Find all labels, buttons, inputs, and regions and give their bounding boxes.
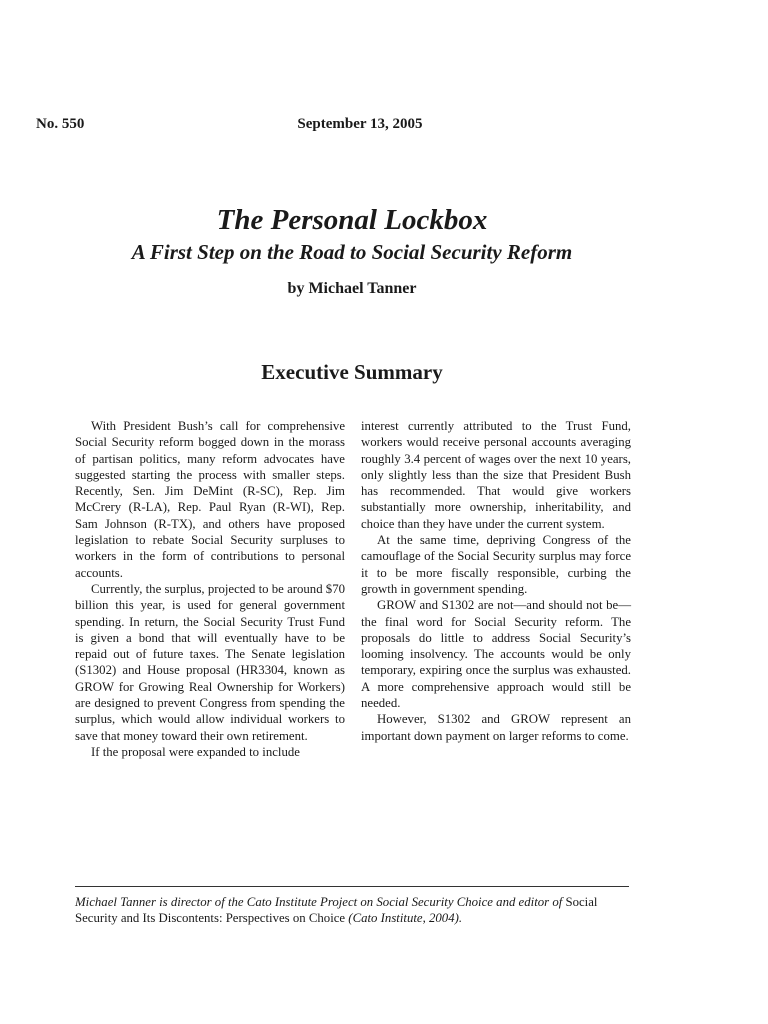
body-column-right — [361, 418, 631, 744]
paragraph-continuation: interest currently attributed to the Trust Fund, workers would receive personal accounts averaging roughly 3.4 percent of wages over the next 10 years, only slightly less than the size that President Bush has recommended. That would give workers substantially more ownership, inheritability, and choice than they have under the current system. — [361, 419, 631, 531]
document-title: The Personal Lockbox — [216, 204, 488, 236]
body-column-left — [75, 418, 345, 760]
author-footnote — [75, 894, 633, 926]
footnote-rule — [75, 886, 629, 887]
paragraph: Currently, the surplus, projected to be around $70 billion this year, is used for general government spending. In return, the Social Security Trust Fund is given a bond that will eventually have to be repaid out of future taxes. The Senate legislation (S1302) and House proposal (HR3304, known as GROW for Growing Real Ownership for Workers) are designed to prevent Congress from spending the surplus, which would allow individual workers to save that money toward their own retirement. — [75, 581, 345, 743]
footnote-publisher: (Cato Institute, 2004). — [345, 911, 463, 925]
section-heading: Executive Summary — [261, 360, 443, 384]
document-subtitle: A First Step on the Road to Social Security Reform — [131, 240, 573, 264]
paragraph: GROW and S1302 are not—and should not be—the final word for Social Security reform. The proposals do little to address Social Security’s looming insolvency. The accounts would be only temporary, expiring once the surplus was exhausted. A more comprehensive approach would still be needed. — [361, 598, 631, 711]
issue-number: No. 550 — [36, 116, 85, 132]
paragraph: With President Bush’s call for comprehensive Social Security reform bogged down in the morass of partisan politics, many reform advocates have suggested starting the process with smaller steps. Recently, Sen. Jim DeMint (R-SC), Rep. Jim McCrery (R-LA), Rep. Paul Ryan (R-WI), Rep. Sam Johnson (R-TX), and others have proposed legislation to rebate Social Security surpluses to workers in the form of contributions to personal accounts. — [75, 419, 345, 580]
paragraph: However, S1302 and GROW represent an important down payment on larger reforms to come. — [361, 712, 631, 743]
footnote-text: Michael Tanner is director of the Cato Institute Project on Social Security Choice and editor of — [75, 895, 566, 909]
publication-date: September 13, 2005 — [297, 116, 423, 132]
paragraph: At the same time, depriving Congress of the camouflage of the Social Security surplus may force it to be more fiscally responsible, curbing the growth in government spending. — [361, 533, 631, 596]
author-byline: by Michael Tanner — [287, 280, 417, 297]
paragraph: If the proposal were expanded to include — [91, 744, 300, 759]
book-title: Social Security and Its Discontents: Perspectives on Choice — [75, 895, 598, 925]
